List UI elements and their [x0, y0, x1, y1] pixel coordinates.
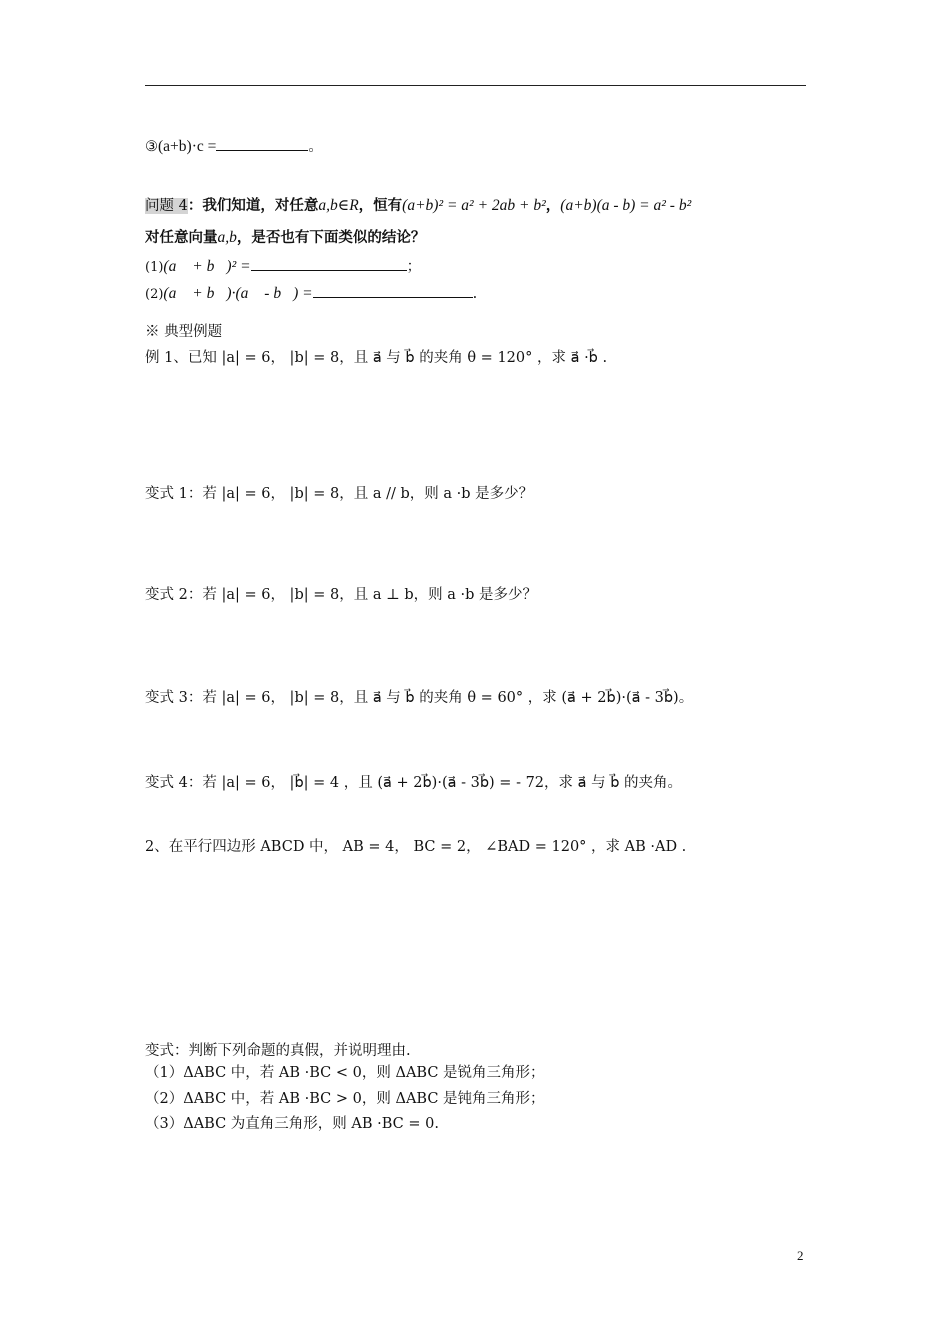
- question-4-vector-text: 对任意向量: [145, 229, 218, 246]
- sub-question-2-expression: (a⃗ + b⃗)·(a⃗ - b⃗) =: [163, 285, 313, 302]
- header-rule: [145, 85, 806, 86]
- question-4-math-domain: a,b∈R: [318, 197, 359, 214]
- variant-judgement-2: （2）ΔABC 中，若 AB ·BC > 0，则 ΔABC 是钝角三角形；: [145, 1091, 545, 1107]
- question-4-identity-2: (a+b)(a - b) = a² - b²: [560, 197, 692, 214]
- sub-question-1-blank: [251, 256, 407, 271]
- item-3-end: 。: [308, 139, 323, 155]
- variant-1: 变式 1：若 |a| = 6， |b| = 8，且 a // b，则 a ·b 是多少？: [145, 486, 534, 502]
- example-1: 例 1、已知 |a| = 6， |b| = 8，且 a⃗ 与 b⃗ 的夹角 θ = 120° ，求 a⃗ ·b⃗ .: [145, 350, 608, 366]
- question-4-identity-1: (a+b)² = a² + 2ab + b²: [402, 197, 546, 214]
- section-heading: ※ 典型例题: [145, 324, 223, 340]
- sub-question-1: [145, 256, 421, 278]
- circled-3-label: ③: [145, 139, 158, 155]
- sub-question-2-blank: [313, 283, 473, 298]
- sub-question-2-label: (2): [145, 287, 164, 302]
- variant-judgement-3: （3）ΔABC 为直角三角形，则 AB ·BC = 0.: [145, 1116, 439, 1132]
- answer-blank: [216, 136, 308, 151]
- question-4-line: [145, 196, 691, 216]
- question-4-vector-text-2: ，是否也有下面类似的结论？: [236, 229, 426, 246]
- question-4-vector-line: [145, 228, 425, 248]
- example-2: 2、在平行四边形 ABCD 中， AB = 4， BC = 2， ∠BAD = 120° ，求 AB ·AD .: [145, 839, 687, 855]
- sub-question-1-label: (1): [145, 260, 164, 275]
- sub-question-1-end: ；: [406, 259, 422, 275]
- item-3-expression: (a+b)·c =: [158, 138, 217, 155]
- question-4-text-2: ，恒有: [358, 197, 403, 214]
- sub-question-2: [145, 283, 477, 305]
- variant-3: 变式 3：若 |a| = 6， |b| = 8，且 a⃗ 与 b⃗ 的夹角 θ = 60° ，求 (a⃗ + 2b⃗)·(a⃗ - 3b⃗)。: [145, 690, 694, 706]
- sub-question-2-end: .: [472, 286, 478, 302]
- question-4-label: 问题 4: [145, 198, 188, 214]
- variant-judgement-1: （1）ΔABC 中，若 AB ·BC < 0，则 ΔABC 是锐角三角形；: [145, 1065, 545, 1081]
- variant-4: 变式 4：若 |a| = 6， |b⃗| = 4 ，且 (a⃗ + 2b⃗)·(a⃗ - 3b⃗) = - 72，求 a⃗ 与 b⃗ 的夹角。: [145, 775, 683, 791]
- page-number: 2: [797, 1248, 804, 1263]
- item-3-line: [145, 136, 323, 157]
- sub-question-1-expression: (a⃗ + b⃗)² =: [163, 258, 251, 275]
- question-4-comma: ，: [545, 197, 561, 214]
- variant-2: 变式 2：若 |a| = 6， |b| = 8，且 a ⊥ b，则 a ·b 是多少？: [145, 587, 537, 603]
- variant-judgement-title: 变式：判断下列命题的真假，并说明理由.: [145, 1043, 411, 1059]
- question-4-text: ：我们知道，对任意: [187, 197, 319, 214]
- question-4-vector-math: a,b: [217, 229, 237, 246]
